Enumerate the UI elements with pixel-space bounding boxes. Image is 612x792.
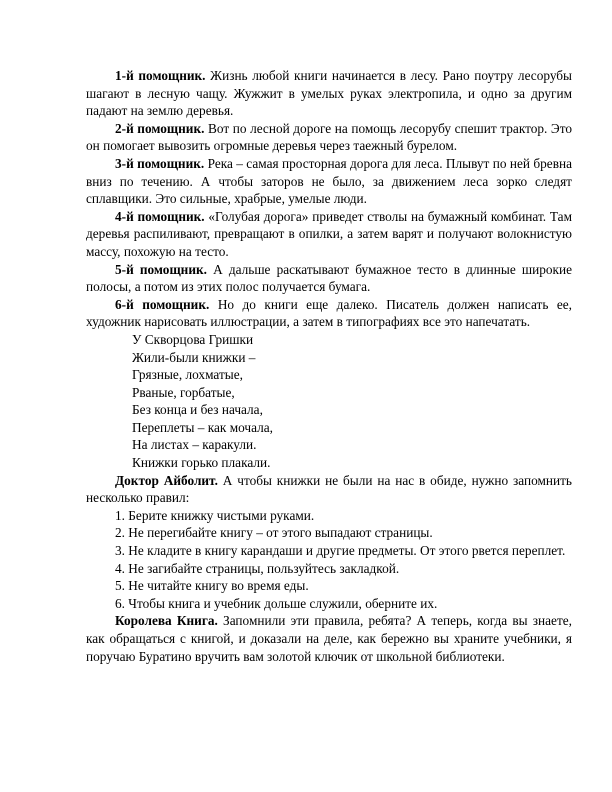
document-body — [86, 67, 572, 665]
poem — [86, 331, 572, 472]
paragraph-helper-2 — [86, 120, 572, 155]
rule-item-2: 2. Не перегибайте книгу – от этого выпадают страницы. — [115, 525, 433, 541]
rule-item-4: 4. Не загибайте страницы, пользуйтесь закладкой. — [115, 560, 400, 576]
poem-line: Переплеты – как мочала, — [132, 419, 273, 435]
poem-line: Без конца и без начала, — [132, 402, 263, 418]
speaker-label: 2-й помощник. — [115, 120, 205, 136]
paragraph-queen — [86, 612, 572, 665]
poem-line: Жили-были книжки – — [132, 349, 256, 365]
speaker-label: 4-й помощник. — [115, 208, 205, 224]
paragraph-helper-6 — [86, 296, 572, 331]
paragraph-helper-5 — [86, 261, 572, 296]
speaker-label: Доктор Айболит. — [115, 472, 218, 488]
paragraph-helper-4 — [86, 208, 572, 261]
speaker-label: 6-й помощник. — [115, 296, 210, 312]
rule-item-5: 5. Не читайте книгу во время еды. — [115, 578, 309, 594]
paragraph-helper-1 — [86, 67, 572, 120]
rule-item-6: 6. Чтобы книга и учебник дольше служили, оберните их. — [115, 595, 438, 611]
rule-item-1: 1. Берите книжку чистыми руками. — [115, 507, 315, 523]
paragraph-text: А дальше раскатывают бумажное тесто в длинные широкие полосы, а потом из этих полос получается бумага. — [86, 261, 572, 295]
speaker-label: 5-й помощник. — [115, 261, 207, 277]
paragraph-text: А чтобы книжки не были на нас в обиде, нужно запомнить несколько правил: — [86, 472, 572, 506]
poem-line: У Скворцова Гришки — [132, 331, 254, 347]
poem-line: Книжки горько плакали. — [132, 455, 271, 471]
paragraph-text: Жизнь любой книги начинается в лесу. Рано поутру лесорубы шагают в лесную чащу. Жужжит в умелых руках электропила, и одно за другим падают на землю деревья. — [86, 68, 572, 119]
poem-line: Грязные, лохматые, — [132, 367, 243, 383]
paragraph-text: Запомнили эти правила, ребята? А теперь, когда вы знаете, как обращаться с книгой, и доказали на деле, как бережно вы храните учебники, я поручаю Буратино вручить вам золотой ключик от школьной библиотеки. — [86, 613, 572, 664]
paragraph-text: Но до книги еще далеко. Писатель должен написать ее, художник нарисовать иллюстрации, а затем в типографиях все это напечатать. — [86, 296, 572, 330]
paragraph-text: Река – самая просторная дорога для леса. Плывут по ней бревна вниз по течению. А чтобы заторов не было, за движением леса зорко следят сплавщики. Это сильные, храбрые, умелые люди. — [86, 155, 572, 207]
paragraph-helper-3 — [86, 155, 572, 208]
paragraph-text: «Голубая дорога» приведет стволы на бумажный комбинат. Там деревья распиливают, превращают в опилки, а затем варят и получают волокнистую массу, похожую на тесто. — [86, 208, 572, 259]
rule-item-3: 3. Не кладите в книгу карандаши и другие предметы. От этого рвется переплет. — [115, 543, 566, 559]
paragraph-doctor — [86, 472, 572, 507]
poem-line: Рваные, горбатые, — [132, 384, 235, 400]
speaker-label: Королева Книга. — [115, 613, 218, 629]
speaker-label: 3-й помощник. — [115, 155, 205, 171]
paragraph-text: Вот по лесной дороге на помощь лесорубу спешит трактор. Это он помогает вывозить огромные деревья через таежный бурелом. — [86, 120, 572, 154]
speaker-label: 1-й помощник. — [115, 68, 206, 83]
poem-line: На листах – каракули. — [132, 437, 257, 453]
